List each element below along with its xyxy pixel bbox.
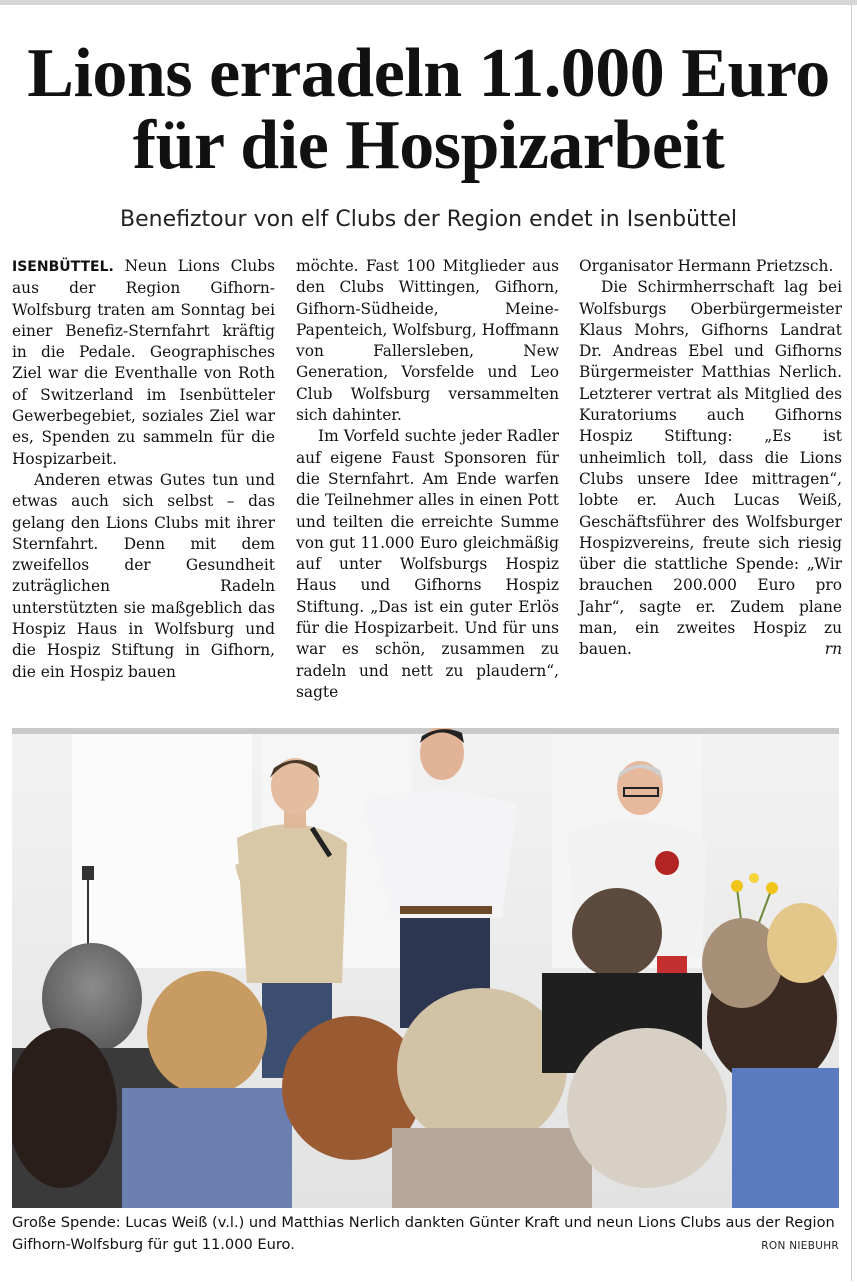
paragraph [579, 277, 842, 660]
dateline: ISENBÜTTEL. [12, 259, 114, 275]
event-photo-illustration [12, 728, 839, 1208]
paragraph: Organisator Hermann Prietzsch. [579, 257, 834, 275]
photo-credit: RON NIEBUHR [761, 1240, 839, 1252]
text-column-1 [12, 256, 275, 683]
paragraph: Anderen etwas Gutes tun und etwas auch sich selbst – das gelang den Lions Clubs mit ihrer Sternfahrt. Denn mit dem zweifellos der Gesundheit zuträglichen Radeln unterstützten sie maßgeblich das Hospiz Haus in Wolfsburg und die Hospiz Stiftung in Gifhorn, die ein Hospiz bauen [12, 470, 275, 681]
paragraph: Im Vorfeld suchte jeder Radler auf eigene Faust Sponsoren für die Sternfahrt. Am Ende warfen die Teilnehmer alles in einen Pott und teilten die erreichte Summe von gut 11.000 Euro gleichmäßig auf unter Wolfsburgs Hospiz Haus und Gifhorns Hospiz Stiftung. „Das ist ein guter Erlös für die Hospizarbeit. Und für uns war es schön, zusammen zu radeln und nett zu plaudern“, sagte [296, 427, 559, 701]
text-column-2 [296, 256, 559, 703]
subtitle: Benefiztour von elf Clubs der Region endet in Isenbüttel [120, 207, 737, 232]
paragraph-text: Die Schirmherrschaft lag bei Wolfsburgs Oberbürgermeister Klaus Mohrs, Gifhorns Landrat Dr. Andreas Ebel und Gifhorns Bürgermeister Matthias Nerlich. Letzterer vertrat als Mitglied des Kuratoriums auch Gifhorns Hospiz Stiftung: „Es ist unheimlich toll, dass die Lions Clubs unsere Idee mittragen“, lobte er. Auch Lucas Weiß, Geschäftsführer des Wolfsburger Hospizvereins, freute sich riesig über die stattliche Spende: „Wir brauchen 200.000 Euro pro Jahr“, sagte er. Zudem plane man, ein zweites Hospiz zu bauen. [579, 278, 842, 659]
paragraph-text: Neun Lions Clubs aus der Region Gifhorn-Wolfsburg traten am Sonntag bei einer Benefiz-Sternfahrt kräftig in die Pedale. Geographisches Ziel war die Eventhalle von Roth of Switzerland im Isenbütteler Gewerbegebiet, soziales Ziel war es, Spenden zu sammeln für die Hospizarbeit. [12, 257, 275, 468]
paragraph: möchte. Fast 100 Mitglieder aus den Clubs Wittingen, Gifhorn, Gifhorn-Südheide, Meine-Papenteich, Wolfsburg, Hoffmann von Fallersleben, New Generation, Vorsfelde und Leo Club Wolfsburg versammelten sich dahinter. [296, 257, 559, 425]
event-photo [12, 728, 839, 1208]
headline [0, 35, 857, 184]
paragraph [12, 256, 275, 470]
headline-line-2: für die Hospizarbeit [132, 107, 725, 184]
photo-caption: Große Spende: Lucas Weiß (v.l.) und Matthias Nerlich dankten Günter Kraft und neun Lions Clubs aus der Region Gifhorn-Wolfsburg für gut 11.000 Euro. [12, 1214, 835, 1253]
text-column-3 [579, 256, 842, 661]
headline-line-1: Lions erradeln 11.000 Euro [27, 35, 830, 112]
author-signature: rn [824, 640, 842, 659]
